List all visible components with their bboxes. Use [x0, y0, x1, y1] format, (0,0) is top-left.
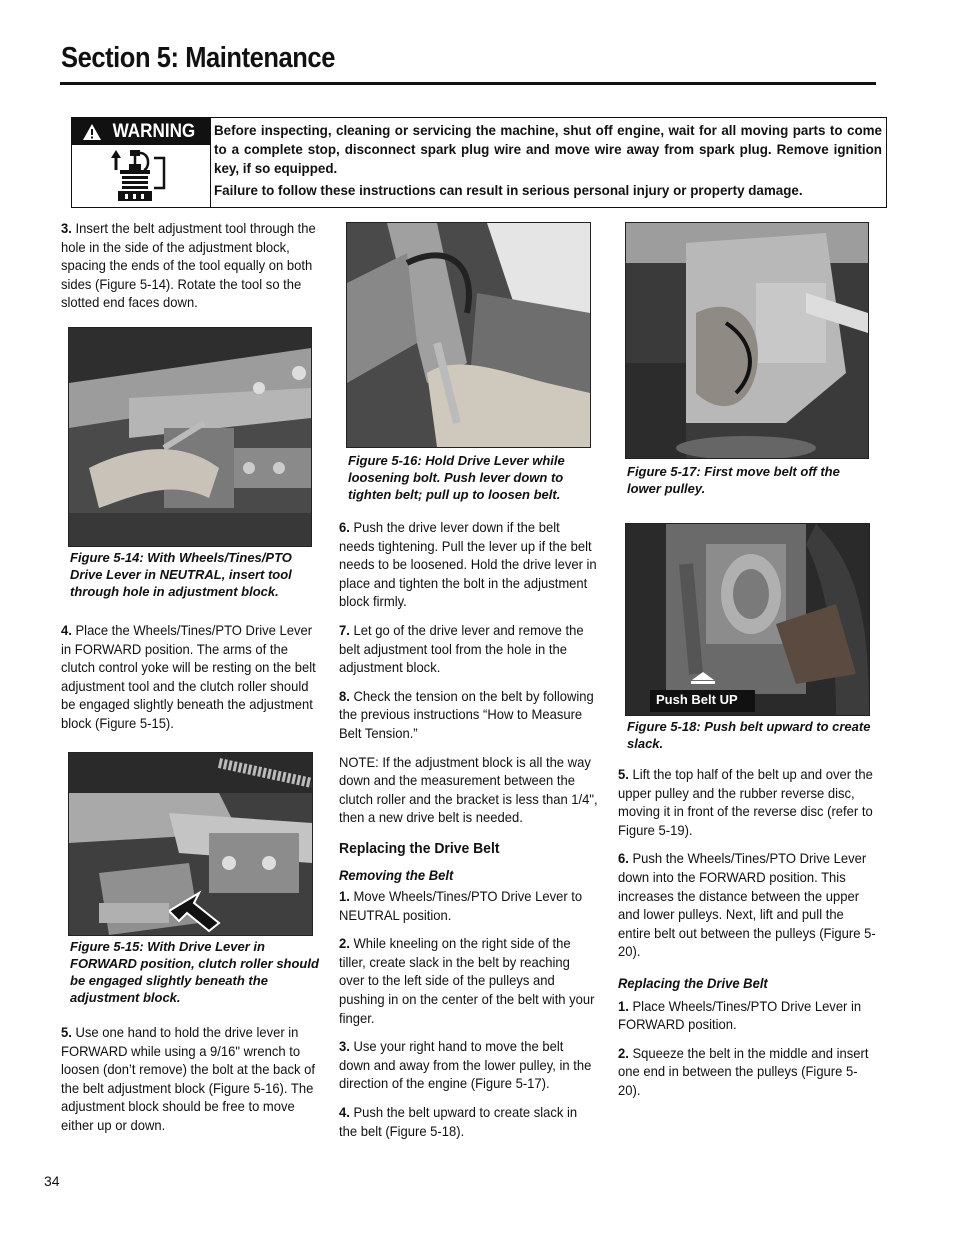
column-3-text — [618, 765, 880, 1100]
figure-5-18-caption: Figure 5-18: Push belt upward to create slack. — [627, 719, 871, 751]
warning-header — [72, 118, 210, 145]
step-8: 8. Check the tension on the belt by following the previous instructions “How to Measure Belt Tension.” — [339, 687, 594, 741]
replacing-belt-subheading: Replacing the Drive Belt — [618, 974, 768, 991]
replace-step-2: 2. Squeeze the belt in the middle and insert one end in between the pulleys (Figure 5-20). — [618, 1044, 869, 1098]
replacing-drive-belt-heading: Replacing the Drive Belt — [339, 839, 500, 857]
step-7: 7. Let go of the drive lever and remove the belt adjustment tool from the hole in the adjustment block. — [339, 621, 584, 676]
push-belt-up-label: Push Belt UP — [656, 692, 738, 707]
remove-step-4: 4. Push the belt upward to create slack in the belt (Figure 5-18). — [339, 1104, 578, 1139]
figure-5-14-caption: Figure 5-14: With Wheels/Tines/PTO Drive Lever in NEUTRAL, insert tool through hole in adjustment block. — [70, 550, 292, 599]
step-3: 3. Insert the belt adjustment tool through the hole in the side of the adjustment block, spacing the ends of the tool equally on both sides (Figure 5-14). Rotate the tool so the slotted end faces down. — [61, 220, 316, 311]
figure-5-17-caption-block — [627, 463, 872, 497]
remove-step-2: 2. While kneeling on the right side of the tiller, create slack in the belt by reaching over to the left side of the pulleys and pushing in on the center of the belt with your finger. — [339, 935, 595, 1026]
replace-step-1: 1. Place Wheels/Tines/PTO Drive Lever in FORWARD position. — [618, 997, 862, 1033]
step-6: 6. Push the drive lever down if the belt needs tightening. Pull the lever up if the belt needs to be loosened. Hold the drive lever in place and tighten the bolt in the adjustment block firmly. — [339, 519, 597, 610]
spark-plug-disconnect-icon — [108, 148, 174, 204]
step-5-block — [61, 1023, 319, 1135]
figure-5-18-photo — [625, 523, 870, 716]
warning-triangle-icon — [82, 123, 102, 141]
title-rule — [60, 82, 876, 85]
figure-5-18-caption-block — [627, 718, 872, 752]
warning-text — [214, 121, 882, 200]
remove-step-3: 3. Use your right hand to move the belt down and away from the lower pulley, in the direction of the engine (Figure 5-17). — [339, 1038, 592, 1092]
figure-5-15-caption-block — [70, 938, 320, 1006]
step-5: 5. Use one hand to hold the drive lever in FORWARD while using a 9/16" wrench to loosen (don’t remove) the bolt at the back of the belt adjustment block (Figure 5-16). The adjustment block should be free to move either up or down. — [61, 1024, 316, 1133]
step-4: 4. Place the Wheels/Tines/PTO Drive Lever in FORWARD position. The arms of the clutch control yoke will be resting on the belt adjustment tool and the clutch roller should be engaged slightly beneath the adjustment block (Figure 5-15). — [61, 622, 316, 731]
column-2-text — [339, 518, 599, 1140]
column-1 — [61, 219, 319, 312]
figure-5-15-photo — [68, 752, 313, 936]
page-number: 34 — [44, 1173, 60, 1189]
warning-label: WARNING — [112, 120, 196, 142]
remove-step-6: 6. Push the Wheels/Tines/PTO Drive Lever down into the FORWARD position. This increases the distance between the upper and lower pulleys. Next, lift and pull the entire belt out between the pulleys (Figure 5-20). — [618, 850, 876, 960]
warning-text-main: Before inspecting, cleaning or servicing the machine, shut off engine, wait for all moving parts to come to a complete stop, disconnect spark plug wire and move wire away from spark plug. Remove ignition key, if so equipped. — [214, 123, 882, 176]
note: NOTE: If the adjustment block is all the way down and the measurement between the clutch roller and the bracket is less than 1/4", then a new drive belt is needed. — [339, 753, 598, 826]
figure-5-15-caption: Figure 5-15: With Drive Lever in FORWARD position, clutch roller should be engaged slightly beneath the adjustment block. — [70, 939, 319, 1005]
warning-box — [71, 117, 887, 208]
figure-5-14-caption-block — [70, 549, 320, 600]
figure-5-14-photo — [68, 327, 312, 547]
figure-5-17-caption: Figure 5-17: First move belt off the lower pulley. — [627, 464, 840, 496]
step-4-block — [61, 621, 319, 733]
remove-step-5: 5. Lift the top half of the belt up and over the upper pulley and the rubber reverse disc, moving it in front of the reverse disc (refer to Figure 5-19). — [618, 766, 873, 838]
warning-text-consequence: Failure to follow these instructions can result in serious personal injury or property damage. — [214, 183, 803, 198]
figure-5-17-photo — [625, 222, 869, 459]
warning-left-panel — [72, 118, 211, 207]
figure-5-16-photo — [346, 222, 591, 448]
removing-belt-heading: Removing the Belt — [339, 866, 454, 883]
figure-5-16-caption-block — [348, 452, 598, 503]
figure-5-16-caption: Figure 5-16: Hold Drive Lever while loosening bolt. Push lever down to tighten belt; pull up to loosen belt. — [348, 453, 565, 502]
section-title: Section 5: Maintenance — [61, 42, 335, 74]
remove-step-1: 1. Move Wheels/Tines/PTO Drive Lever to NEUTRAL position. — [339, 888, 583, 923]
